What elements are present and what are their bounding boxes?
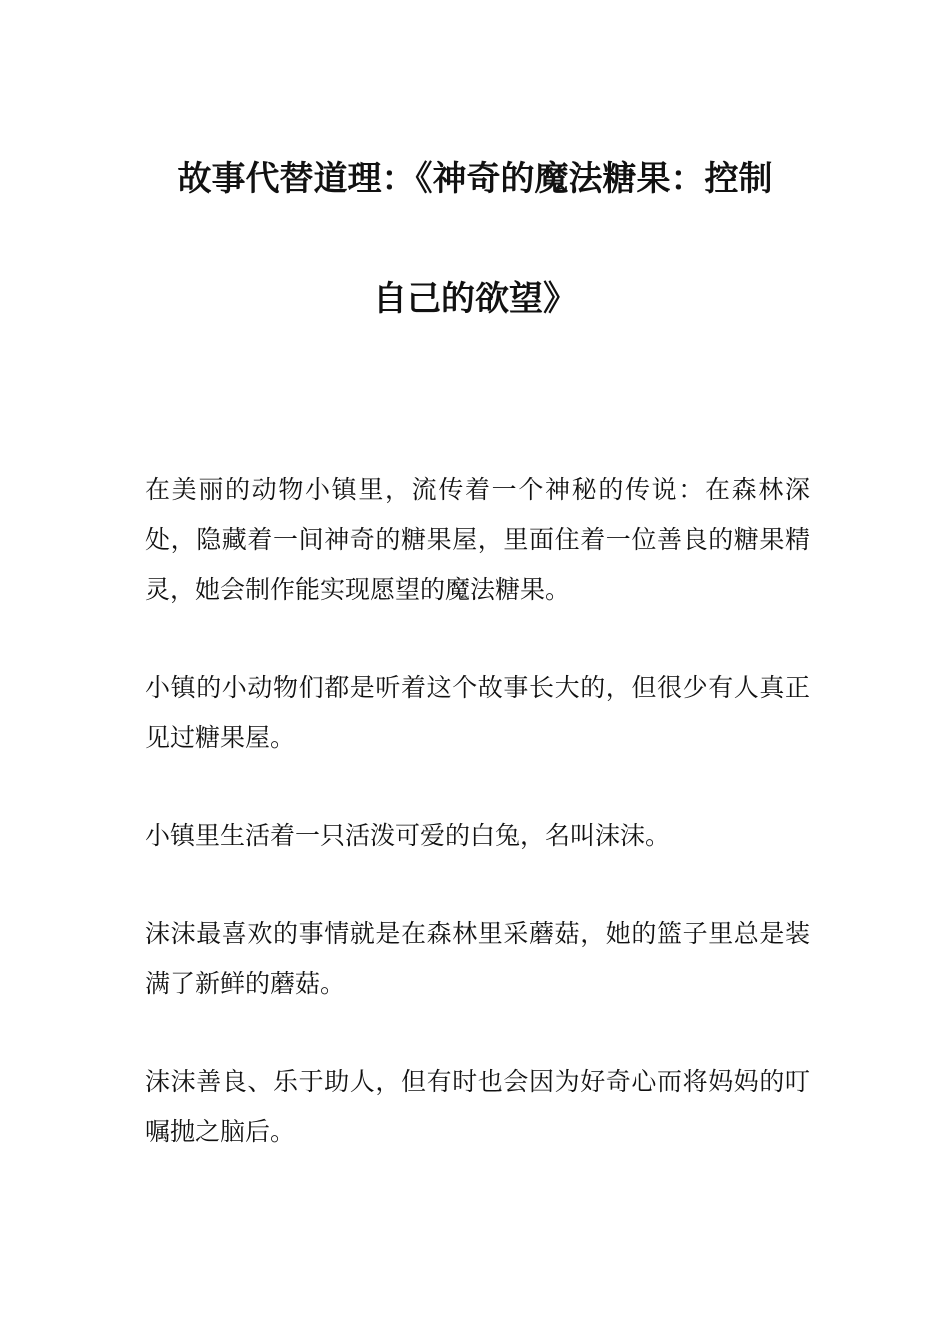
paragraph: 沫沫善良、乐于助人，但有时也会因为好奇心而将妈妈的叮嘱抛之脑后。 [145,1067,810,1146]
paragraph: 小镇的小动物们都是听着这个故事长大的，但很少有人真正见过糖果屋。 [145,673,810,752]
document-title [145,150,805,328]
paragraph: 沫沫最喜欢的事情就是在森林里采蘑菇，她的篮子里总是装满了新鲜的蘑菇。 [145,919,810,998]
paragraph: 小镇里生活着一只活泼可爱的白兔，名叫沫沫。 [145,821,671,850]
document-body [145,465,810,1205]
title-line-1: 故事代替道理：《神奇的魔法糖果：控制 [177,159,773,199]
title-line-2: 自己的欲望》 [373,279,577,319]
paragraph: 在美丽的动物小镇里，流传着一个神秘的传说：在森林深处，隐藏着一间神奇的糖果屋，里面住着一位善良的糖果精灵，她会制作能实现愿望的魔法糖果。 [145,475,810,604]
